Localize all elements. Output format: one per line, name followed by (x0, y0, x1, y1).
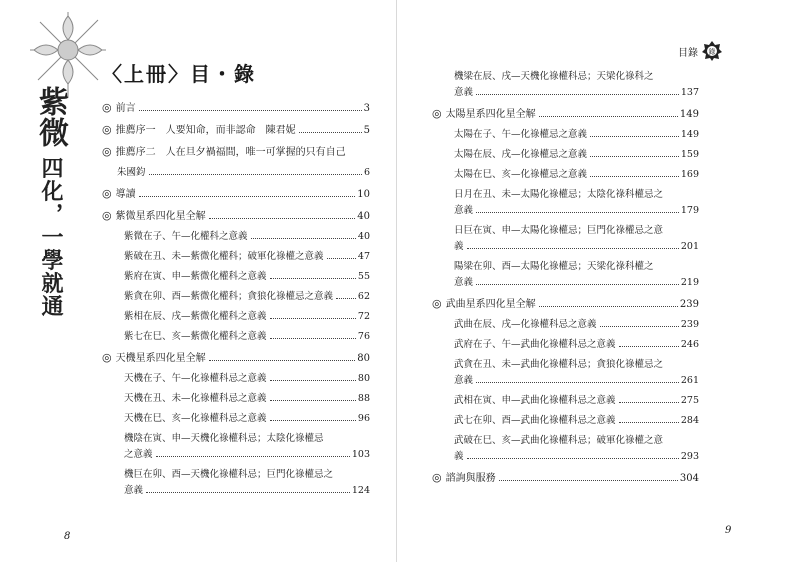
side-title (33, 86, 68, 318)
toc-title: 紫微在子、午—化權科之意義 (124, 231, 248, 242)
toc-title: 意義 (454, 205, 474, 216)
toc-title: 紫七在巳、亥—紫微化權科之意義 (124, 331, 267, 342)
toc-title: 機陰在寅、申—天機化祿權科忌；太陰化祿權忌 (124, 433, 324, 444)
toc-page-number: 40 (357, 231, 370, 242)
toc-page-number: 293 (680, 451, 699, 462)
bullet-icon: ◎ (432, 107, 442, 120)
toc-entry[interactable] (102, 242, 370, 262)
bullet-icon: ◎ (102, 123, 112, 136)
toc-title: 意義 (454, 277, 474, 288)
toc-title: 朱國鈞 (117, 167, 146, 178)
toc-section[interactable] (102, 92, 370, 114)
dot-leader (139, 110, 362, 111)
toc-section[interactable] (102, 200, 370, 222)
toc-title: 太陽星系四化星全解 (445, 109, 536, 120)
side-title-main: 紫微 (33, 86, 68, 148)
toc-page-number: 72 (357, 311, 370, 322)
dot-leader (600, 326, 679, 327)
dot-leader (590, 136, 679, 137)
toc-title: 武七在卯、酉—武曲化祿權科忌之意義 (454, 415, 616, 426)
dot-leader (476, 284, 679, 285)
toc-page-number: 246 (680, 339, 699, 350)
toc-page-number: 219 (680, 277, 699, 288)
dot-leader (156, 456, 350, 457)
dot-leader (499, 480, 678, 481)
toc-title: 日巨在寅、申—太陽化祿權忌；巨門化祿權忌之意 (454, 225, 664, 236)
toc-entry[interactable] (432, 446, 699, 462)
dot-leader (251, 238, 356, 239)
toc-page-number: 284 (680, 415, 699, 426)
toc-title: 紫貪在卯、酉—紫微化權科；貪狼化祿權忌之意義 (124, 291, 334, 302)
toc-page-number: 201 (680, 241, 699, 252)
toc-entry[interactable] (432, 350, 699, 370)
toc-page-number: 76 (357, 331, 370, 342)
toc-title: 義 (454, 241, 464, 252)
toc-title: 太陽在辰、戌—化祿權忌之意義 (454, 149, 588, 160)
toc-entry[interactable] (432, 236, 699, 252)
toc-entry[interactable] (102, 384, 370, 404)
toc-entry[interactable] (102, 364, 370, 384)
dot-leader (590, 176, 679, 177)
toc-entry[interactable] (432, 120, 699, 140)
side-title-sub: 四化，一學就通 (38, 156, 63, 318)
toc-page-number: 10 (357, 189, 370, 200)
toc-title: 武府在子、午—武曲化祿權科忌之意義 (454, 339, 616, 350)
toc-title: 日月在丑、未—太陽化祿權忌；太陰化祿科權忌之 (454, 189, 664, 200)
toc-page-number: 80 (357, 373, 370, 384)
toc-page-number: 149 (679, 109, 699, 120)
toc-title: 意義 (454, 87, 474, 98)
toc-section[interactable] (432, 288, 699, 310)
toc-section[interactable] (102, 178, 370, 200)
toc-title: 紫破在丑、未—紫微化權科；破軍化祿權之意義 (124, 251, 324, 262)
badge-char: 錄 (708, 48, 716, 56)
toc-entry[interactable] (102, 480, 370, 496)
toc-section[interactable] (102, 342, 370, 364)
toc-entry[interactable] (432, 330, 699, 350)
toc-entry[interactable] (102, 424, 370, 444)
page-title: 〈上冊〉目・錄 (102, 62, 256, 86)
page-number-right: 9 (725, 525, 732, 536)
toc-entry[interactable] (432, 216, 699, 236)
dot-leader (467, 248, 679, 249)
dot-leader (476, 212, 679, 213)
dot-leader (539, 306, 678, 307)
dot-leader (590, 156, 679, 157)
toc-entry[interactable] (432, 406, 699, 426)
toc-entry[interactable] (432, 310, 699, 330)
toc-entry[interactable] (102, 444, 370, 460)
dot-leader (539, 116, 678, 117)
toc-page-number: 80 (357, 353, 370, 364)
dot-leader (209, 218, 356, 219)
dot-leader (336, 298, 356, 299)
toc-entry[interactable] (432, 386, 699, 406)
bullet-icon: ◎ (432, 471, 442, 484)
bullet-icon: ◎ (102, 145, 112, 158)
dot-leader (270, 400, 356, 401)
toc-title: 陽梁在卯、酉—太陽化祿權忌；天梁化祿科權之 (454, 261, 654, 272)
toc-title: 天機星系四化星全解 (115, 353, 206, 364)
toc-title: 武破在巳、亥—武曲化祿權科忌；破軍化祿權之意 (454, 435, 664, 446)
toc-entry[interactable] (432, 62, 699, 82)
dot-leader (270, 420, 356, 421)
toc-entry[interactable] (102, 322, 370, 342)
toc-page-number: 275 (680, 395, 699, 406)
toc-title: 意義 (454, 375, 474, 386)
toc-left (102, 92, 370, 496)
bullet-icon: ◎ (102, 209, 112, 222)
toc-entry[interactable] (102, 460, 370, 480)
toc-page-number: 159 (680, 149, 699, 160)
toc-entry[interactable] (432, 180, 699, 200)
toc-title: 推薦序一 人要知命，而非認命 陳君妮 (115, 125, 296, 136)
toc-section[interactable] (432, 98, 699, 120)
toc-page-number: 169 (680, 169, 699, 180)
toc-entry[interactable] (432, 252, 699, 272)
chapter-badge-icon (701, 40, 723, 62)
toc-title: 天機在子、午—化祿權科忌之意義 (124, 373, 267, 384)
toc-title: 意義 (124, 485, 144, 496)
toc-page-number: 6 (363, 167, 370, 178)
toc-page-number: 179 (680, 205, 699, 216)
toc-title: 武曲在辰、戌—化祿權科忌之意義 (454, 319, 597, 330)
dot-leader (209, 360, 356, 361)
toc-title: 紫相在辰、戌—紫微化權科之意義 (124, 311, 267, 322)
dot-leader (270, 380, 356, 381)
toc-entry[interactable] (432, 82, 699, 98)
toc-title: 武貪在丑、未—武曲化祿權科忌；貪狼化祿權忌之 (454, 359, 664, 370)
toc-title: 太陽在子、午—化祿權忌之意義 (454, 129, 588, 140)
toc-right (432, 62, 699, 484)
toc-entry[interactable] (432, 426, 699, 446)
dot-leader (270, 338, 356, 339)
toc-page-number: 55 (357, 271, 370, 282)
toc-section[interactable] (432, 462, 699, 484)
page-number-left: 8 (64, 531, 71, 542)
toc-title: 紫府在寅、申—紫微化權科之意義 (124, 271, 267, 282)
toc-page-number: 88 (357, 393, 370, 404)
toc-title: 前言 (115, 103, 136, 114)
dot-leader (327, 258, 356, 259)
dot-leader (476, 382, 679, 383)
toc-title: 機梁在辰、戌—天機化祿權科忌；天梁化祿科之 (454, 71, 654, 82)
toc-entry[interactable] (102, 302, 370, 322)
bullet-icon: ◎ (102, 187, 112, 200)
toc-entry[interactable] (102, 222, 370, 242)
toc-title: 之意義 (124, 449, 153, 460)
toc-page-number: 62 (357, 291, 370, 302)
toc-page-number: 149 (680, 129, 699, 140)
toc-title: 天機在巳、亥—化祿權科忌之意義 (124, 413, 267, 424)
toc-page-number: 124 (351, 485, 370, 496)
dot-leader (476, 94, 679, 95)
toc-entry[interactable] (432, 160, 699, 180)
toc-title: 武相在寅、申—武曲化祿權科忌之意義 (454, 395, 616, 406)
toc-title: 太陽在巳、亥—化祿權忌之意義 (454, 169, 588, 180)
toc-title: 推薦序二 人在旦夕禍福間，唯一可掌握的只有自己 (115, 147, 346, 158)
bullet-icon: ◎ (102, 351, 112, 364)
dot-leader (139, 196, 356, 197)
toc-page-number: 137 (680, 87, 699, 98)
toc-page-number: 3 (363, 103, 370, 114)
toc-page-number: 40 (357, 211, 370, 222)
toc-title: 武曲星系四化星全解 (445, 299, 536, 310)
toc-section[interactable] (102, 136, 370, 158)
dot-leader (149, 174, 362, 175)
toc-entry[interactable] (102, 282, 370, 302)
toc-page-number: 239 (679, 299, 699, 310)
dot-leader (619, 402, 679, 403)
page-gutter (396, 0, 397, 562)
toc-entry[interactable] (102, 262, 370, 282)
toc-entry[interactable] (432, 272, 699, 288)
dot-leader (146, 492, 350, 493)
toc-page-number: 304 (679, 473, 699, 484)
toc-title: 天機在丑、未—化祿權科忌之意義 (124, 393, 267, 404)
dot-leader (270, 278, 356, 279)
toc-page-number: 47 (357, 251, 370, 262)
toc-entry[interactable] (432, 370, 699, 386)
toc-page-number: 96 (357, 413, 370, 424)
dot-leader (467, 458, 679, 459)
bullet-icon: ◎ (432, 297, 442, 310)
toc-title: 諮詢與服務 (445, 473, 496, 484)
toc-entry[interactable] (432, 140, 699, 160)
toc-entry[interactable] (102, 158, 370, 178)
toc-page-number: 5 (363, 125, 370, 136)
toc-title: 紫微星系四化星全解 (115, 211, 206, 222)
bullet-icon: ◎ (102, 101, 112, 114)
dot-leader (270, 318, 356, 319)
toc-title: 機巨在卯、酉—天機化祿權科忌；巨門化祿權忌之 (124, 469, 334, 480)
toc-section[interactable] (102, 114, 370, 136)
dot-leader (299, 132, 362, 133)
toc-page-number: 103 (351, 449, 370, 460)
toc-title: 義 (454, 451, 464, 462)
running-header-label: 目錄 (678, 47, 698, 59)
toc-entry[interactable] (102, 404, 370, 424)
dot-leader (619, 422, 679, 423)
toc-entry[interactable] (432, 200, 699, 216)
toc-page-number: 261 (680, 375, 699, 386)
running-header (678, 40, 723, 62)
toc-page-number: 239 (680, 319, 699, 330)
toc-title: 導讀 (115, 189, 136, 200)
dot-leader (619, 346, 679, 347)
